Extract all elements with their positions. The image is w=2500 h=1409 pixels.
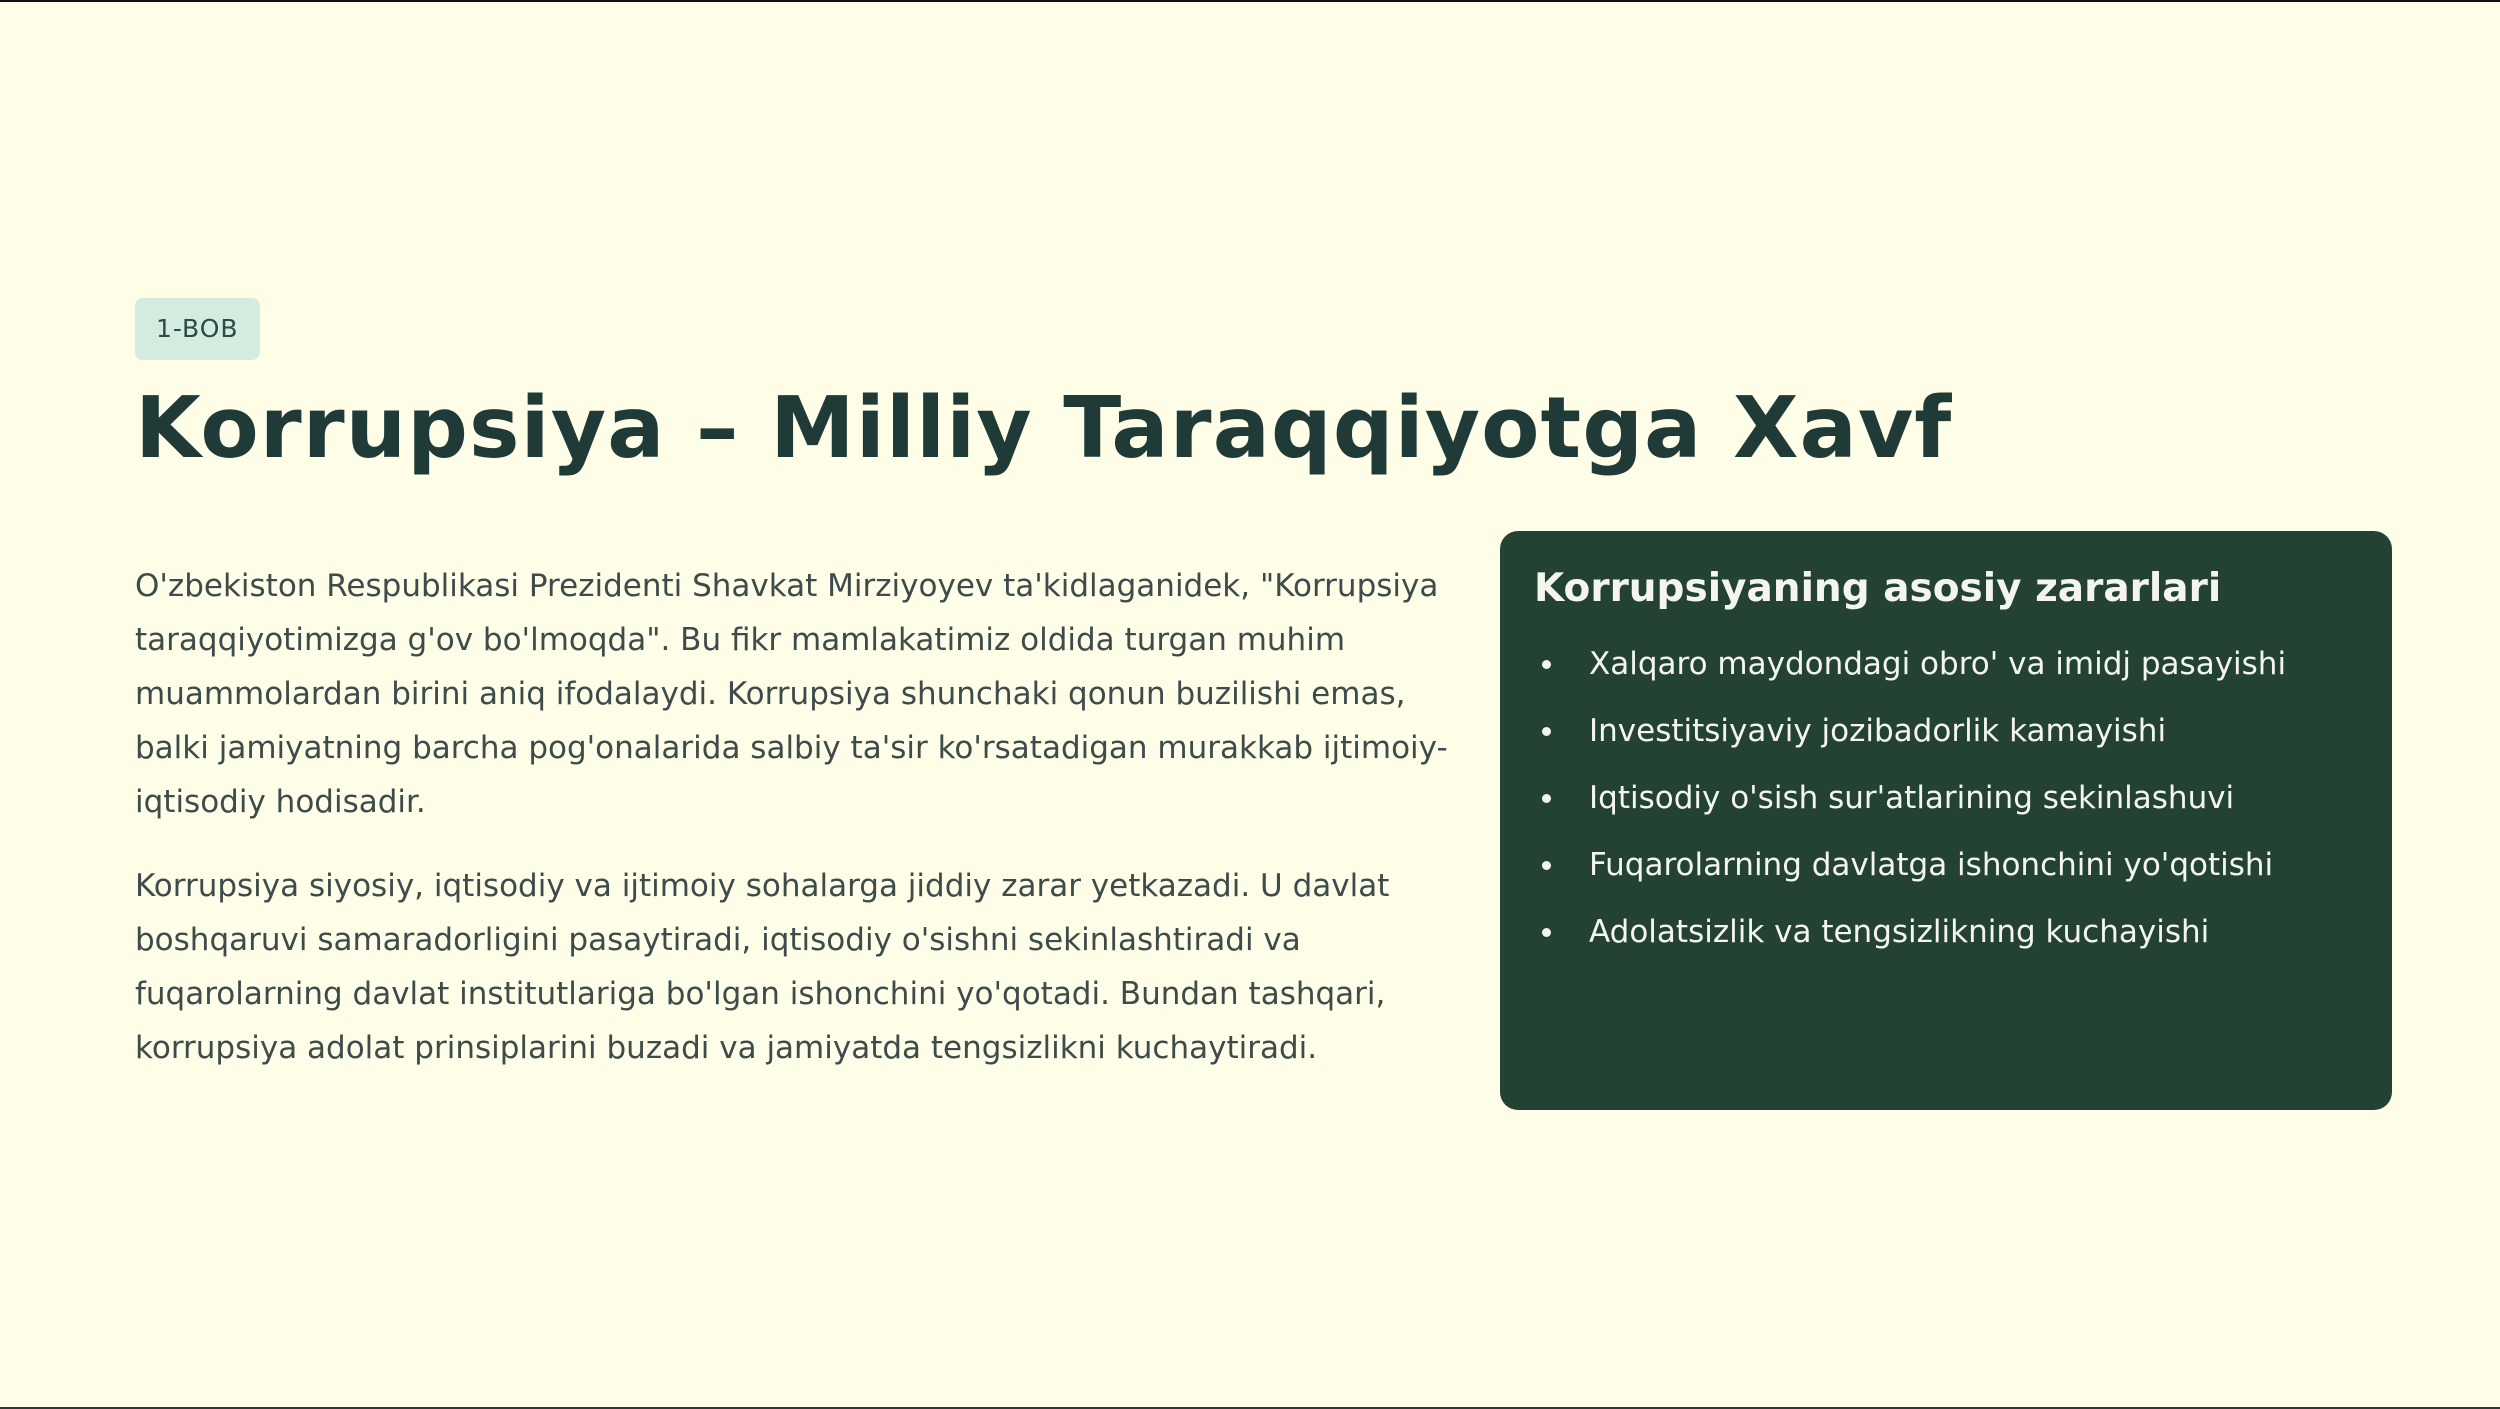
top-border-line [0, 0, 2500, 2]
harms-list-item [1534, 708, 2358, 754]
body-paragraph-1: O'zbekiston Respublikasi Prezidenti Shavkat Mirziyoyev ta'kidlaganidek, "Korrupsiya taraqqiyotimizga g'ov bo'lmoqda". Bu fikr mamlakatimiz oldida turgan muhim muammolardan birini aniq ifodalaydi. Korrupsiya shunchaki qonun buzilishi emas, balki jamiyatning barcha pog'onalarida salbiy ta'sir ko'rsatadigan murakkab ijtimoiy-iqtisodiy hodisadir. [135, 568, 1448, 820]
body-paragraph-2: Korrupsiya siyosiy, iqtisodiy va ijtimoiy sohalarga jiddiy zarar yetkazadi. U davlat boshqaruvi samaradorligini pasaytiradi, iqtisodiy o'sishni sekinlashtiradi va fuqarolarning davlat institutlariga bo'lgan ishonchini yo'qotadi. Bundan tashqari, korrupsiya adolat prinsiplarini buzadi va jamiyatda tengsizlikni kuchaytiradi. [135, 868, 1390, 1066]
harms-card [1500, 531, 2392, 1110]
chapter-badge: 1-BOB [135, 298, 260, 360]
harms-card-title: Korrupsiyaning asosiy zararlari [1534, 566, 2222, 611]
bullet-icon [1542, 660, 1551, 669]
harms-list-item-text: Investitsiyaviy jozibadorlik kamayishi [1589, 713, 2167, 749]
harms-list-item-text: Adolatsizlik va tengsizlikning kuchayishi [1589, 914, 2210, 950]
bullet-icon [1542, 727, 1551, 736]
harms-list [1534, 641, 2358, 955]
bullet-icon [1542, 861, 1551, 870]
bullet-icon [1542, 794, 1551, 803]
harms-list-item [1534, 842, 2358, 888]
harms-list-item-text: Fuqarolarning davlatga ishonchini yo'qotishi [1589, 847, 2274, 883]
harms-list-item-text: Iqtisodiy o'sish sur'atlarining sekinlashuvi [1589, 780, 2235, 816]
body-text [135, 559, 1455, 1075]
harms-list-item-text: Xalqaro maydondagi obro' va imidj pasayishi [1589, 646, 2287, 682]
harms-list-item [1534, 909, 2358, 955]
page-title: Korrupsiya – Milliy Taraqqiyotga Xavf [135, 379, 1953, 478]
harms-list-item [1534, 775, 2358, 821]
harms-list-item [1534, 641, 2358, 687]
bullet-icon [1542, 928, 1551, 937]
